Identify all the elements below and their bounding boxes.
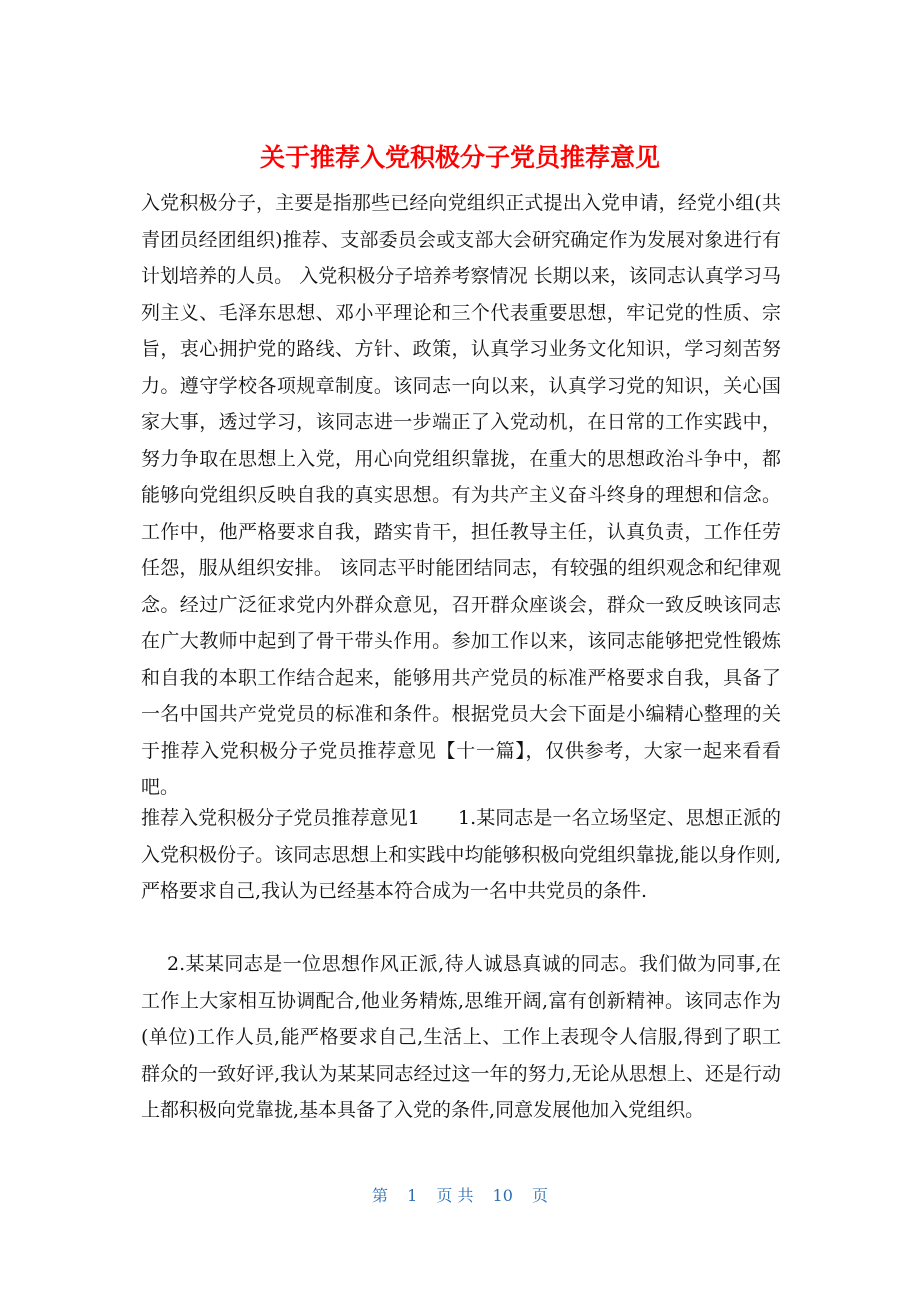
page-footer [0, 1184, 920, 1208]
recommendation-2-paragraph: 2.某某同志是一位思想作风正派,待人诚恳真诚的同志。我们做为同事,在工作上大家相互协调配合,他业务精炼,思维开阔,富有创新精神。该同志作为(单位)工作人员,能严格要求自己,生活上、工作上表现令人信服,得到了职工群众的一致好评,我认为某某同志经过这一年的努力,无论从思想上、还是行动上都积极向党靠拢,基本具备了入党的条件,同意发展他加入党组织。 [141, 953, 781, 1121]
document-title: 关于推荐入党积极分子党员推荐意见 [259, 143, 660, 172]
total-pages-number: 10 [492, 1186, 513, 1205]
intro-paragraph: 入党积极分子，主要是指那些已经向党组织正式提出入党申请，经党小组(共青团员经团组织)推荐、支部委员会或支部大会研究确定作为发展对象进行有计划培养的人员。 入党积极分子培养考察情况 长期以来，该同志认真学习马列主义、毛泽东思想、邓小平理论和三个代表重要思想，牢记党的性质、宗旨，衷心拥护党的路线、方针、政策，认真学习业务文化知识，学习刻苦努力。遵守学校各项规章制度。该同志一向以来，认真学习党的知识，关心国家大事，透过学习，该同志进一步端正了入党动机，在日常的工作实践中，努力争取在思想上入党，用心向党组织靠拢，在重大的思想政治斗争中，都能够向党组织反映自我的真实思想。有为共产主义奋斗终身的理想和信念。工作中，他严格要求自我，踏实肯干，担任教导主任，认真负责，工作任劳任怨，服从组织安排。 该同志平时能团结同志，有较强的组织观念和纪律观念。经过广泛征求党内外群众意见，召开群众座谈会，群众一致反映该同志在广大教师中起到了骨干带头作用。参加工作以来，该同志能够把党性锻炼和自我的本职工作结合起来，能够用共产党员的标准严格要求自我，具备了一名中国共产党党员的标准和条件。根据党员大会下面是小编精心整理的关于推荐入党积极分子党员推荐意见【十一篇】，仅供参考，大家一起来看看吧。 [141, 192, 781, 798]
page-label-prefix: 第 [371, 1186, 388, 1205]
page-label-middle: 页 共 [436, 1186, 474, 1205]
current-page-number: 1 [407, 1186, 418, 1205]
recommendation-1-paragraph: 推荐入党积极分子党员推荐意见1 1.某同志是一名立场坚定、思想正派的入党积极份子。该同志思想上和实践中均能够积极向党组织靠拢,能以身作则,严格要求自己,我认为已经基本符合成为一名中共党员的条件. [141, 807, 781, 902]
page-label-suffix: 页 [532, 1186, 549, 1205]
